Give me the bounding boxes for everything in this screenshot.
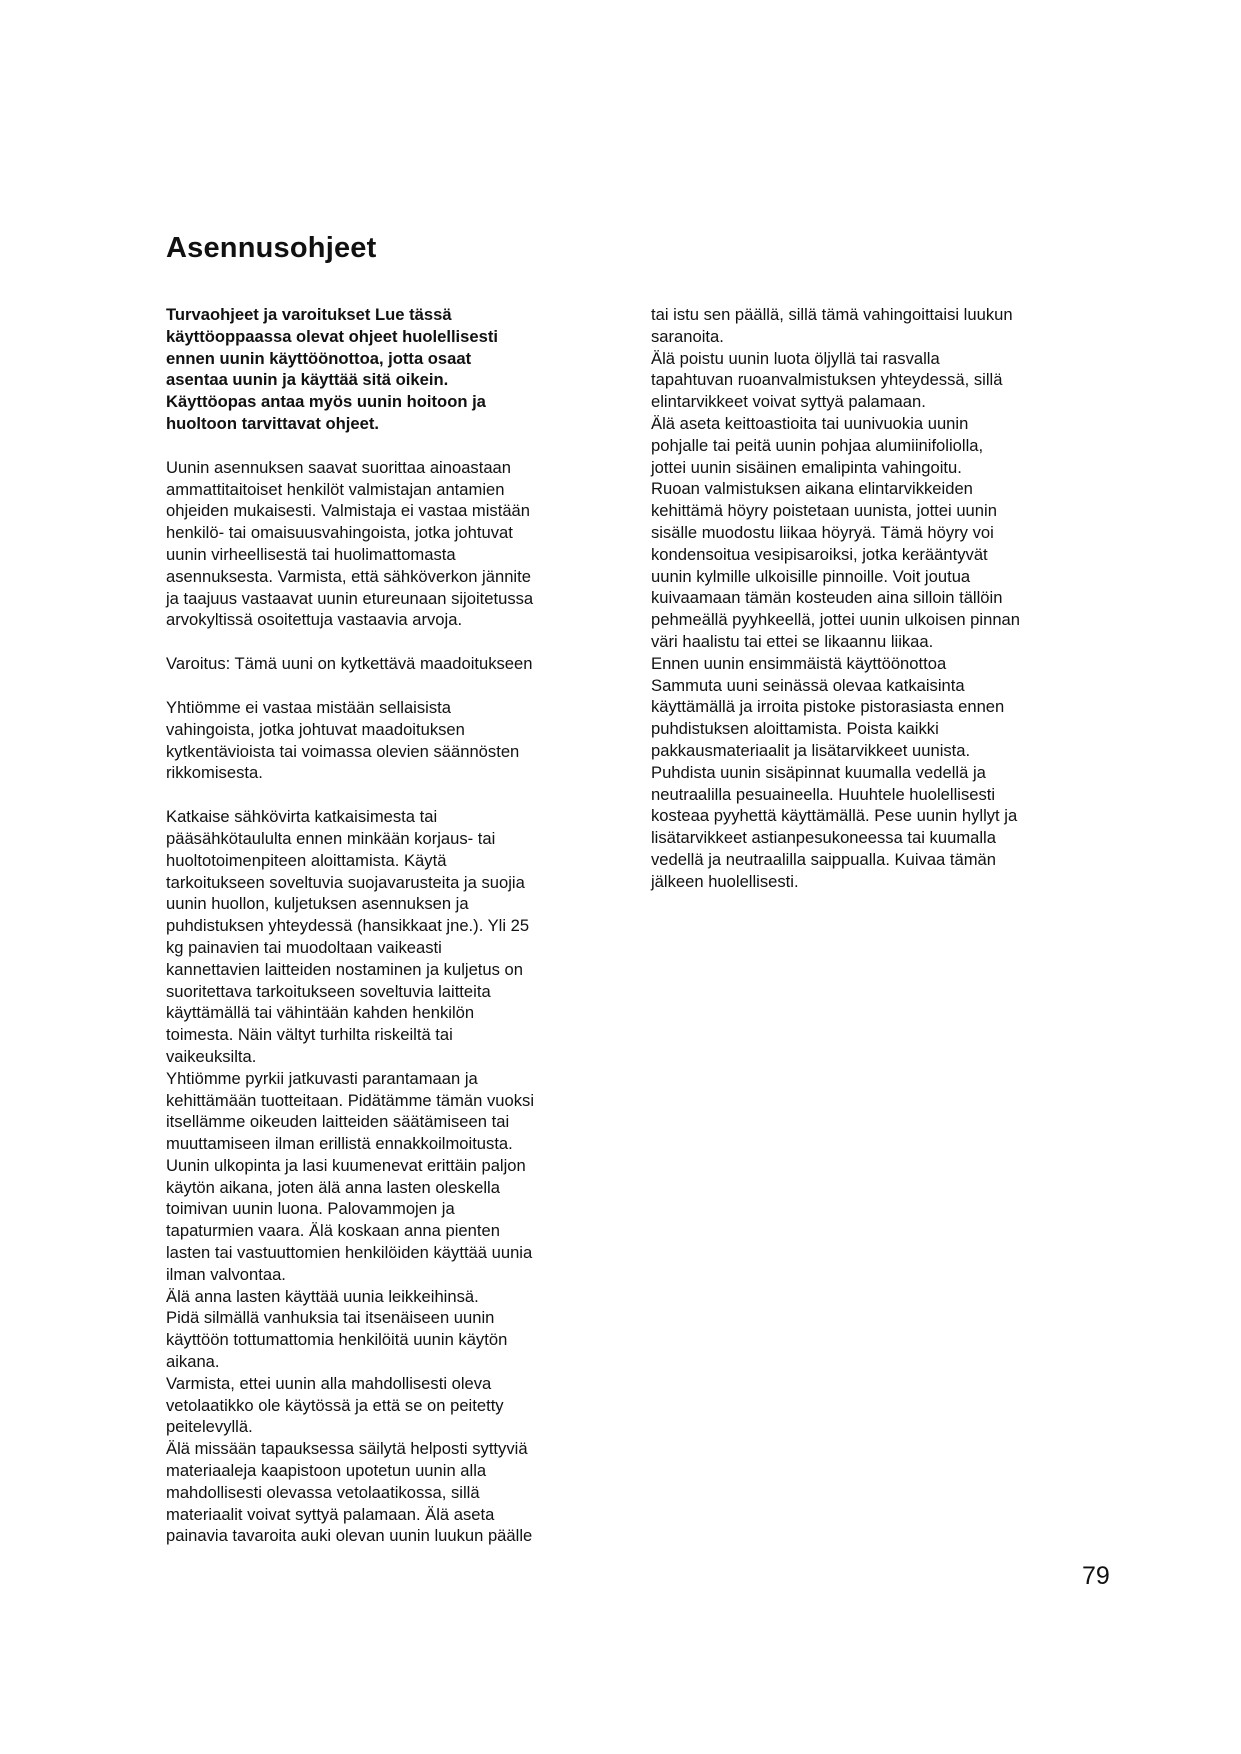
text-line: Älä aseta keittoastioita tai uunivuokia uunin <box>651 413 969 433</box>
text-line: materiaaleja kaapistoon upotetun uunin alla <box>166 1461 487 1481</box>
text-line: mahdollisesti olevassa vetolaatikossa, sillä <box>166 1482 480 1502</box>
text-line: puhdistuksen aloittamista. Poista kaikki <box>651 719 939 739</box>
text-line: aikana. <box>166 1352 220 1372</box>
text-line: itsellämme oikeuden laitteiden säätämiseen tai <box>166 1112 510 1132</box>
text-line: vaikeuksilta. <box>166 1046 257 1066</box>
text-line: Turvaohjeet ja varoitukset Lue tässä <box>166 305 452 324</box>
text-line: käytön aikana, joten älä anna lasten oleskella <box>166 1177 500 1197</box>
text-line: ammattitaitoiset henkilöt valmistajan antamien <box>166 479 505 499</box>
paragraph-gap <box>166 675 586 697</box>
text-line: kondensoitua vesipisaroiksi, jotka kerääntyvät <box>651 544 988 564</box>
body-paragraph <box>166 806 586 1547</box>
body-paragraph <box>166 653 586 675</box>
text-line: Älä poistu uunin luota öljyllä tai rasvalla <box>651 348 940 368</box>
page-title: Asennusohjeet <box>166 232 377 264</box>
text-line: tapaturmien vaara. Älä koskaan anna pienten <box>166 1221 500 1241</box>
text-line: elintarvikkeet voivat syttyä palamaan. <box>651 392 926 412</box>
text-line: kannettavien laitteiden nostaminen ja kuljetus on <box>166 959 524 979</box>
text-line: kehittämään tuotteitaan. Pidätämme tämän vuoksi <box>166 1090 535 1110</box>
text-line: Pidä silmällä vanhuksia tai itsenäiseen uunin <box>166 1308 495 1328</box>
text-line: lisätarvikkeet astianpesukoneessa tai kuumalla <box>651 828 996 848</box>
safety-intro-paragraph <box>166 304 586 435</box>
body-paragraph <box>166 457 586 631</box>
text-line: henkilö- tai omaisuusvahingoista, jotka johtuvat <box>166 523 513 543</box>
text-line: Sammuta uuni seinässä olevaa katkaisinta <box>651 675 965 695</box>
text-line: käyttöoppaassa olevat ohjeet huolellisesti <box>166 326 498 346</box>
text-line: sisälle muodostu liikaa höyryä. Tämä höyry voi <box>651 522 994 542</box>
text-line: pohjalle tai peitä uunin pohjaa alumiinifoliolla, <box>651 435 984 455</box>
text-line: Uunin asennuksen saavat suorittaa ainoastaan <box>166 457 512 477</box>
body-paragraph <box>166 697 586 784</box>
text-line: vetolaatikko ole käytössä ja että se on peitetty <box>166 1395 504 1415</box>
text-line: huoltoon tarvittavat ohjeet. <box>166 413 379 433</box>
text-line: käyttämällä ja irroita pistoke pistorasiasta ennen <box>651 697 1005 717</box>
text-line: ohjeiden mukaisesti. Valmistaja ei vastaa mistään <box>166 501 531 521</box>
text-line: asentaa uunin ja käyttää sitä oikein. <box>166 370 449 390</box>
text-line: jälkeen huolellisesti. <box>651 871 799 891</box>
text-line: kehittämä höyry poistetaan uunista, jottei uunin <box>651 501 997 521</box>
text-line: pääsähkötaululta ennen minkään korjaus- tai <box>166 828 496 848</box>
text-line: käyttämällä tai vähintään kahden henkilön <box>166 1003 475 1023</box>
text-line: Uunin ulkopinta ja lasi kuumenevat erittäin paljon <box>166 1155 526 1175</box>
text-line: uunin virheellisestä tai huolimattomasta <box>166 544 456 564</box>
text-line: Käyttöopas antaa myös uunin hoitoon ja <box>166 392 486 412</box>
text-line: Älä anna lasten käyttää uunia leikkeihinsä. <box>166 1286 479 1306</box>
text-line: puhdistuksen yhteydessä (hansikkaat jne.). Yli 25 <box>166 916 530 936</box>
text-line: toimesta. Näin vältyt turhilta riskeiltä tai <box>166 1025 453 1045</box>
text-line: suoritettava tarkoitukseen soveltuvia laitteita <box>166 981 491 1001</box>
text-line: rikkomisesta. <box>166 763 263 783</box>
text-line: asennuksesta. Varmista, että sähköverkon jännite <box>166 566 531 586</box>
text-line: saranoita. <box>651 326 724 346</box>
paragraph-gap <box>166 631 586 653</box>
text-line: toimivan uunin luona. Palovammojen ja <box>166 1199 455 1219</box>
text-line: peitelevyllä. <box>166 1417 253 1437</box>
right-column <box>651 304 1081 893</box>
text-line: neutraalilla pesuaineella. Huuhtele huolellisesti <box>651 784 996 804</box>
text-line: kg painavien tai muodoltaan vaikeasti <box>166 937 442 957</box>
text-line: väri haalistu tai ettei se likaannu liikaa. <box>651 631 934 651</box>
text-line: kuivaamaan tämän kosteuden aina silloin tällöin <box>651 588 1003 608</box>
text-line: jottei uunin sisäinen emalipinta vahingoitu. <box>651 457 962 477</box>
page-number: 79 <box>1082 1562 1110 1590</box>
text-line: uunin huollon, kuljetuksen asennuksen ja <box>166 894 469 914</box>
left-column <box>166 304 586 1547</box>
text-line: muuttamiseen ilman erillistä ennakkoilmoitusta. <box>166 1134 513 1154</box>
body-paragraph <box>651 304 1081 893</box>
paragraph-gap <box>166 435 586 457</box>
text-line: ennen uunin käyttöönottoa, jotta osaat <box>166 348 472 368</box>
text-line: Ennen uunin ensimmäistä käyttöönottoa <box>651 653 947 673</box>
text-line: tapahtuvan ruoanvalmistuksen yhteydessä, sillä <box>651 370 1003 390</box>
text-line: pehmeällä pyyhkeellä, jottei uunin ulkoisen pinnan <box>651 610 1021 630</box>
text-line: lasten tai vastuuttomien henkilöiden käyttää uunia <box>166 1243 533 1263</box>
text-line: ja taajuus vastaavat uunin etureunaan sijoitetussa <box>166 588 534 608</box>
text-line: Varmista, ettei uunin alla mahdollisesti oleva <box>166 1373 492 1393</box>
text-line: kytkentävioista tai voimassa olevien säännösten <box>166 741 520 761</box>
text-line: pakkausmateriaalit ja lisätarvikkeet uunista. <box>651 740 971 760</box>
text-line: tai istu sen päällä, sillä tämä vahingoittaisi luukun <box>651 305 1013 324</box>
text-line: Yhtiömme ei vastaa mistään sellaisista <box>166 697 451 717</box>
text-line: käyttöön tottumattomia henkilöitä uunin käytön <box>166 1330 508 1350</box>
text-line: painavia tavaroita auki olevan uunin luukun päälle <box>166 1526 533 1546</box>
text-line: Älä missään tapauksessa säilytä helposti syttyviä <box>166 1439 528 1459</box>
text-line: Katkaise sähkövirta katkaisimesta tai <box>166 807 438 827</box>
text-line: kosteaa pyyhettä käyttämällä. Pese uunin hyllyt ja <box>651 806 1018 826</box>
text-line: Puhdista uunin sisäpinnat kuumalla vedellä ja <box>651 762 986 782</box>
text-line: Varoitus: Tämä uuni on kytkettävä maadoitukseen <box>166 654 533 674</box>
text-line: vedellä ja neutraalilla saippualla. Kuivaa tämän <box>651 849 997 869</box>
text-line: vahingoista, jotka johtuvat maadoituksen <box>166 719 465 739</box>
text-line: materiaalit voivat syttyä palamaan. Älä aseta <box>166 1504 495 1524</box>
text-line: uunin kylmille ulkoisille pinnoille. Voit joutua <box>651 566 971 586</box>
paragraph-gap <box>166 784 586 806</box>
text-line: tarkoitukseen soveltuvia suojavarusteita ja suojia <box>166 872 525 892</box>
text-line: arvokyltissä osoitettuja vastaavia arvoja. <box>166 610 463 630</box>
text-line: Yhtiömme pyrkii jatkuvasti parantamaan ja <box>166 1068 478 1088</box>
text-line: ilman valvontaa. <box>166 1264 286 1284</box>
text-line: Ruoan valmistuksen aikana elintarvikkeiden <box>651 479 973 499</box>
text-line: huoltotoimenpiteen aloittamista. Käytä <box>166 850 447 870</box>
